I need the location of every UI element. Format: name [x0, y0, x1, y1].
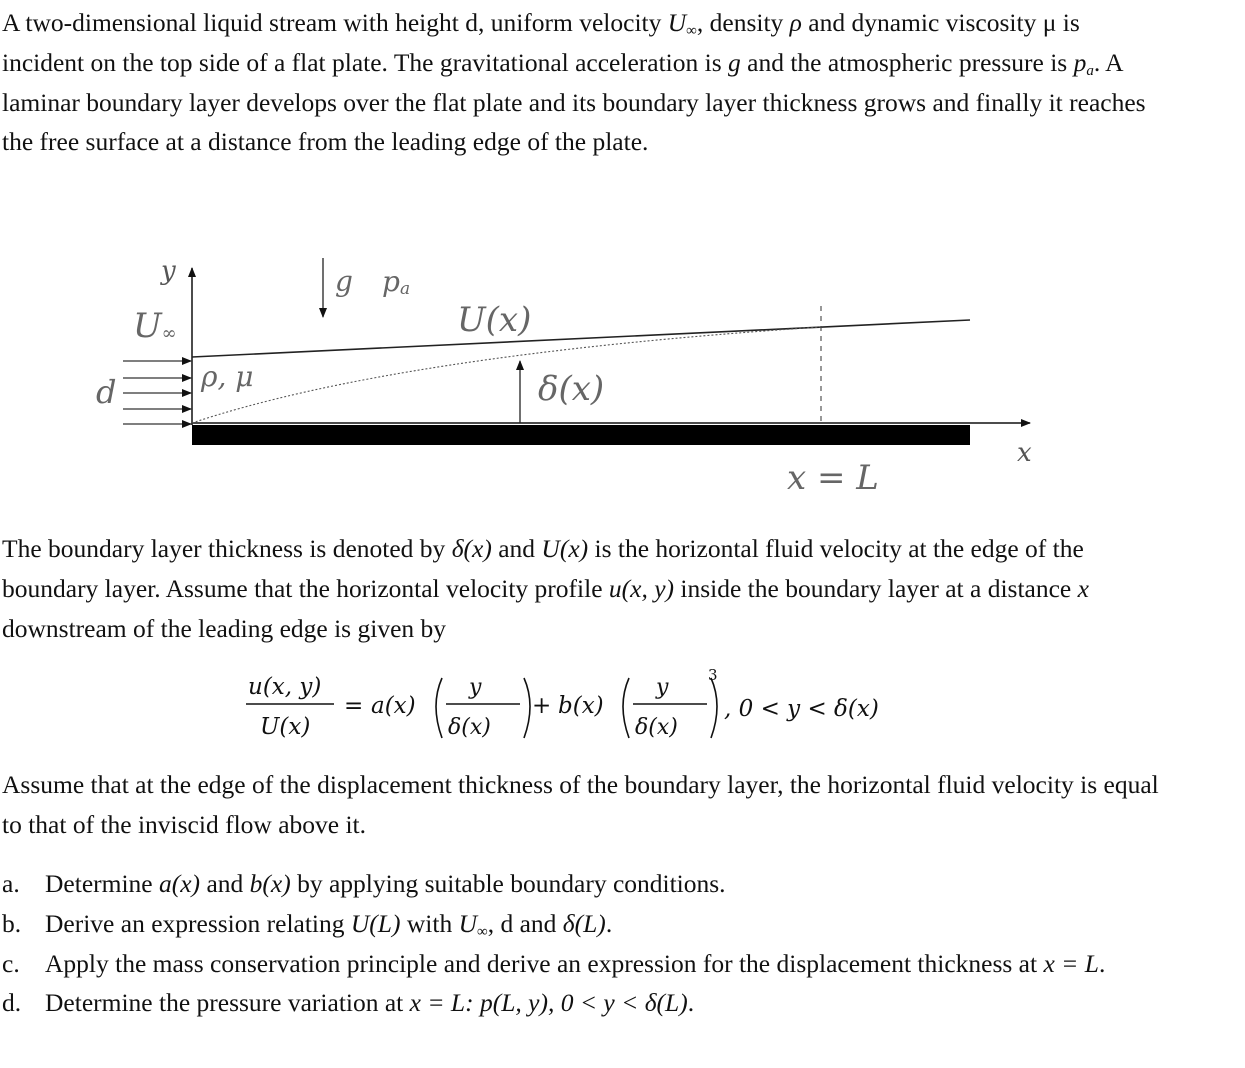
p2-delta: δ(x) — [451, 534, 492, 563]
qc-text-1: Apply the mass conservation principle and derive an expression for the displacement thickness at — [45, 948, 1044, 978]
question-d — [2, 983, 1167, 1023]
assumption-paragraph: Assume that at the edge of the displacement thickness of the boundary layer, the horizontal fluid velocity is equal to that of the inviscid flow above it. — [2, 770, 1159, 839]
eq-range: , 0 < y < δ(x) — [724, 696, 879, 722]
delta-label: δ(x) — [538, 369, 605, 409]
boundary-layer-figure — [95, 243, 1055, 508]
qa-ax: a(x) — [159, 869, 201, 898]
qa-text-2: and — [200, 869, 250, 898]
free-surface-line — [192, 320, 970, 357]
qb-infinity: ∞ — [477, 923, 488, 940]
eq-b-coefficient: b(x) — [558, 693, 604, 719]
x-equals-L-label: x = L — [787, 458, 879, 498]
y-axis-label: y — [161, 256, 176, 286]
intro-rho-symbol: ρ — [789, 8, 802, 37]
p2-text-5: downstream of the leading edge is given by — [2, 613, 447, 643]
qb-deltaL: δ(L) — [562, 908, 606, 938]
gravity-label: g — [335, 265, 353, 298]
qc-text-2: . — [1098, 948, 1106, 978]
qb-text-1: Derive an expression relating — [45, 908, 351, 938]
p2-text-2: and — [491, 534, 542, 563]
question-list — [2, 864, 1167, 1023]
flat-plate — [192, 425, 970, 445]
question-b-label: b. — [2, 908, 22, 938]
qa-bx: b(x) — [249, 869, 291, 898]
qb-text-4: . — [605, 908, 613, 938]
qb-text-2: with — [400, 908, 459, 938]
x-axis-label: x — [1017, 438, 1032, 468]
intro-U-symbol: U — [667, 8, 687, 37]
eq-y-1: y — [469, 675, 482, 700]
density-viscosity-label: ρ, μ — [201, 360, 254, 393]
question-b — [2, 904, 1167, 944]
qd-text-2: . — [687, 988, 695, 1018]
eq-lhs-numerator: u(x, y) — [248, 674, 322, 700]
qb-U: U — [458, 908, 477, 938]
U-infinity-label: U∞ — [133, 306, 177, 346]
eq-plus: + — [532, 693, 552, 719]
qc-xL: x = L — [1043, 948, 1099, 978]
qa-text-1: Determine — [45, 869, 159, 898]
question-a — [2, 864, 1167, 904]
profile-paragraph — [2, 529, 1162, 648]
question-a-label: a. — [2, 869, 20, 898]
question-c — [2, 944, 1167, 984]
intro-a-subscript: a — [1086, 62, 1094, 79]
inlet-height-label: d — [96, 373, 117, 411]
p2-x: x — [1077, 573, 1089, 603]
question-c-label: c. — [2, 948, 20, 978]
intro-infinity-subscript: ∞ — [686, 23, 697, 39]
eq-a-coefficient: a(x) — [371, 693, 416, 719]
eq-left-paren-1 — [436, 678, 442, 738]
qb-text-3: , d and — [487, 908, 563, 938]
question-d-label: d. — [2, 988, 22, 1018]
p2-text-3: is the horizontal fluid velocity at the edge of the boundary layer. Assume that the horizontal velocity profile — [2, 534, 1084, 603]
eq-delta-2: δ(x) — [635, 715, 678, 740]
p2-text-1: The boundary layer thickness is denoted by — [2, 534, 452, 563]
qd-expr: x = L: p(L, y), 0 < y < δ(L) — [409, 988, 688, 1018]
velocity-profile-equation — [238, 664, 938, 750]
eq-delta-1: δ(x) — [448, 715, 491, 740]
p2-text-4: inside the boundary layer at a distance — [674, 573, 1078, 603]
eq-lhs-denominator: U(x) — [260, 714, 311, 740]
eq-y-2: y — [656, 675, 669, 700]
eq-right-paren-1 — [524, 678, 530, 738]
intro-p-symbol: p — [1073, 47, 1087, 77]
intro-text-5: . A laminar boundary layer develops over the flat plate and its boundary layer thickness grows and finally it reaches the free surface at a distance from the leading edge of the plate. — [2, 47, 1146, 157]
edge-velocity-label: U(x) — [457, 300, 532, 340]
qd-text-1: Determine the pressure variation at — [45, 988, 410, 1018]
atmospheric-pressure-label: pa — [382, 265, 411, 299]
intro-text-4: and the atmospheric pressure is — [740, 47, 1074, 77]
intro-text-2: , density — [696, 8, 790, 37]
eq-equals: = — [344, 693, 364, 719]
eq-cube-exponent: 3 — [708, 666, 718, 684]
intro-paragraph — [2, 3, 1162, 162]
p2-Ux: U(x) — [541, 534, 589, 563]
qa-text-3: by applying suitable boundary conditions. — [290, 869, 726, 898]
intro-g-symbol: g — [728, 47, 741, 77]
eq-right-paren-2 — [711, 678, 717, 738]
intro-text-3: and dynamic viscosity μ is incident on the top side of a flat plate. The gravitational acceleration is — [2, 8, 1080, 77]
qb-UL: U(L) — [350, 908, 401, 938]
intro-text-1: A two-dimensional liquid stream with height d, uniform velocity — [2, 8, 668, 37]
p2-uxy: u(x, y) — [608, 573, 675, 603]
eq-left-paren-2 — [623, 678, 629, 738]
